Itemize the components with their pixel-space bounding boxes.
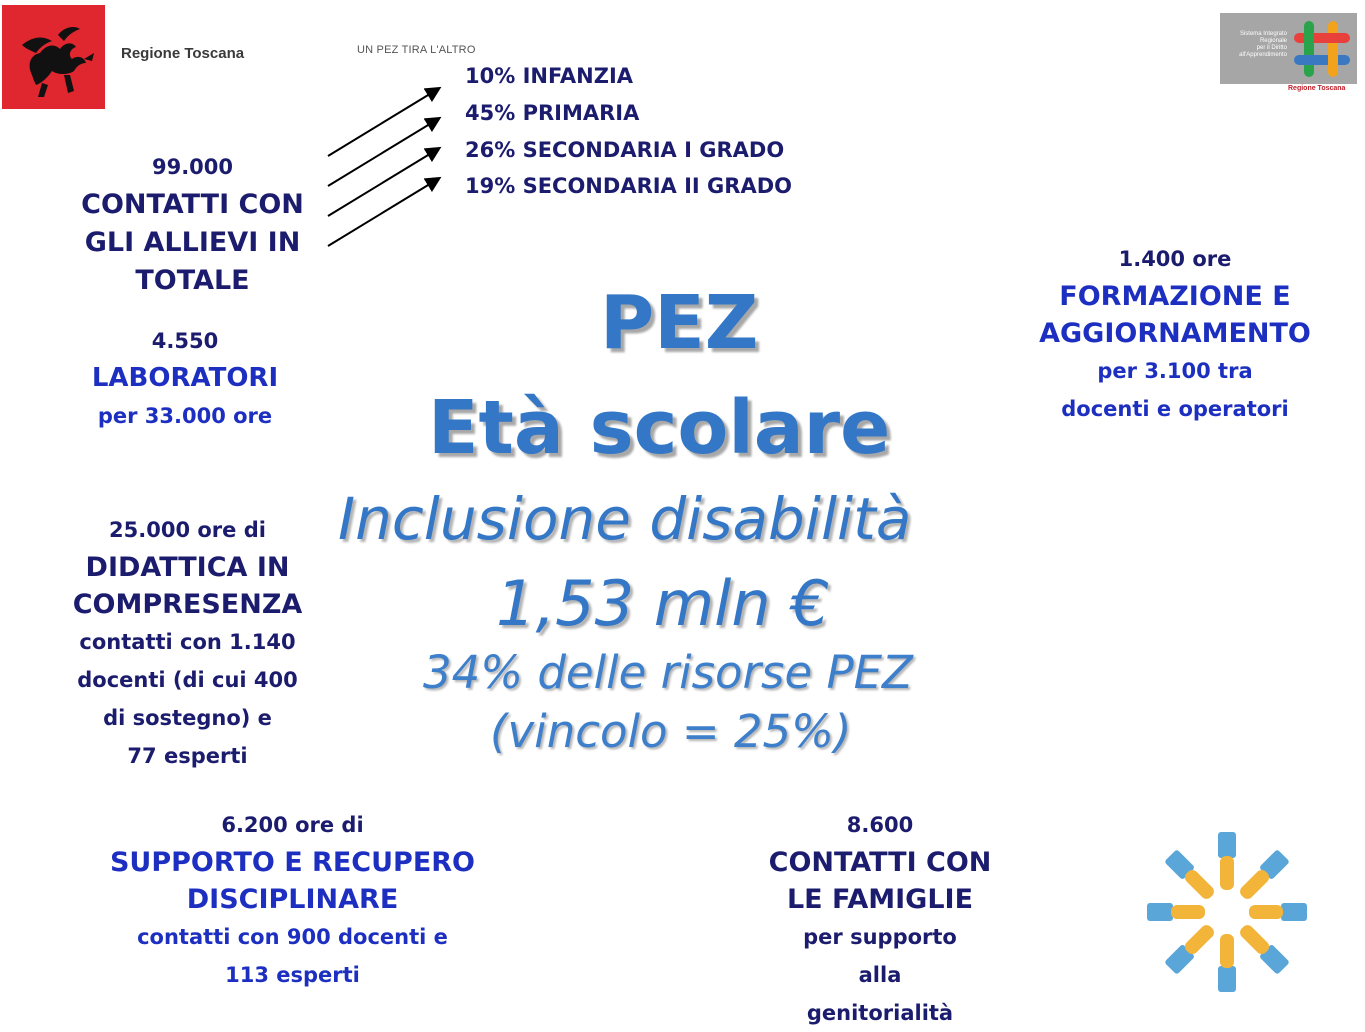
didattica-detail-4: 77 esperti [127, 744, 248, 768]
supporto-hours: 6.200 ore di [221, 813, 364, 837]
supporto-detail-1: contatti con 900 docenti e [137, 925, 448, 949]
famiglie-detail-1: per supporto [803, 925, 957, 949]
partner-logo-region: Regione Toscana [1288, 85, 1346, 92]
formazione-line-2: AGGIORNAMENTO [1039, 318, 1311, 349]
contacts-number: 99.000 [151, 155, 234, 179]
regione-toscana-logo [2, 5, 105, 109]
distribution-secondaria-ii: 19% SECONDARIA II GRADO [465, 174, 792, 198]
famiglie-block [740, 806, 1020, 1032]
hashtag-logo-icon [1290, 17, 1354, 81]
region-name: Regione Toscana [121, 45, 245, 62]
partner-logo [1220, 13, 1357, 95]
didattica-hours: 25.000 ore di [109, 518, 266, 542]
hands-circle-icon [1140, 820, 1315, 1000]
formazione-line-1: FORMAZIONE E [1059, 281, 1291, 312]
amount-value: 1,53 mln € [496, 567, 830, 640]
contacts-line-2: GLI ALLIEVI IN [84, 227, 301, 258]
famiglie-number: 8.600 [846, 813, 914, 837]
distribution-primaria: 45% PRIMARIA [465, 101, 640, 125]
laboratori-block [55, 322, 315, 435]
formazione-block [1015, 240, 1335, 428]
formazione-hours: 1.400 ore [1118, 247, 1232, 271]
constraint-text: (vincolo = 25%) [490, 705, 852, 758]
supporto-detail-2: 113 esperti [225, 963, 360, 987]
didattica-line-2: COMPRESENZA [72, 589, 303, 620]
page-title: PEZ [600, 280, 759, 366]
distribution-infanzia: 10% INFANZIA [465, 64, 634, 88]
famiglie-detail-3: genitorialità [806, 1001, 954, 1025]
distribution-secondaria-i: 26% SECONDARIA I GRADO [465, 138, 785, 162]
tagline: UN PEZ TIRA L'ALTRO [357, 44, 476, 56]
famiglie-line-2: LE FAMIGLIE [786, 884, 974, 915]
famiglie-line-1: CONTATTI CON [768, 847, 992, 878]
didattica-block [35, 511, 340, 775]
famiglie-detail-2: alla [858, 963, 902, 987]
distribution-arrows [325, 82, 445, 252]
page-subtitle: Età scolare [428, 385, 891, 471]
formazione-detail-2: docenti e operatori [1061, 397, 1289, 421]
partner-logo-text: Sistema Integrato Regionale per il Diritto all'Apprendimento [1239, 31, 1287, 58]
contacts-block [60, 148, 325, 300]
laboratori-detail: per 33.000 ore [97, 404, 273, 428]
didattica-detail-2: docenti (di cui 400 [77, 668, 298, 692]
supporto-block [70, 806, 515, 994]
topic-heading: Inclusione disabilità [338, 485, 912, 553]
laboratori-number: 4.550 [151, 329, 219, 353]
contacts-line-1: CONTATTI CON [81, 189, 304, 220]
supporto-line-2: DISCIPLINARE [186, 884, 399, 915]
didattica-line-1: DIDATTICA IN [85, 552, 290, 583]
formazione-detail-1: per 3.100 tra [1097, 359, 1253, 383]
didattica-detail-1: contatti con 1.140 [79, 630, 296, 654]
pegasus-icon [2, 5, 105, 109]
didattica-detail-3: di sostegno) e [103, 706, 272, 730]
supporto-line-1: SUPPORTO E RECUPERO [109, 847, 476, 878]
contacts-line-3: TOTALE [135, 265, 250, 296]
share-text: 34% delle risorse PEZ [423, 646, 913, 699]
laboratori-label: LABORATORI [91, 363, 279, 393]
